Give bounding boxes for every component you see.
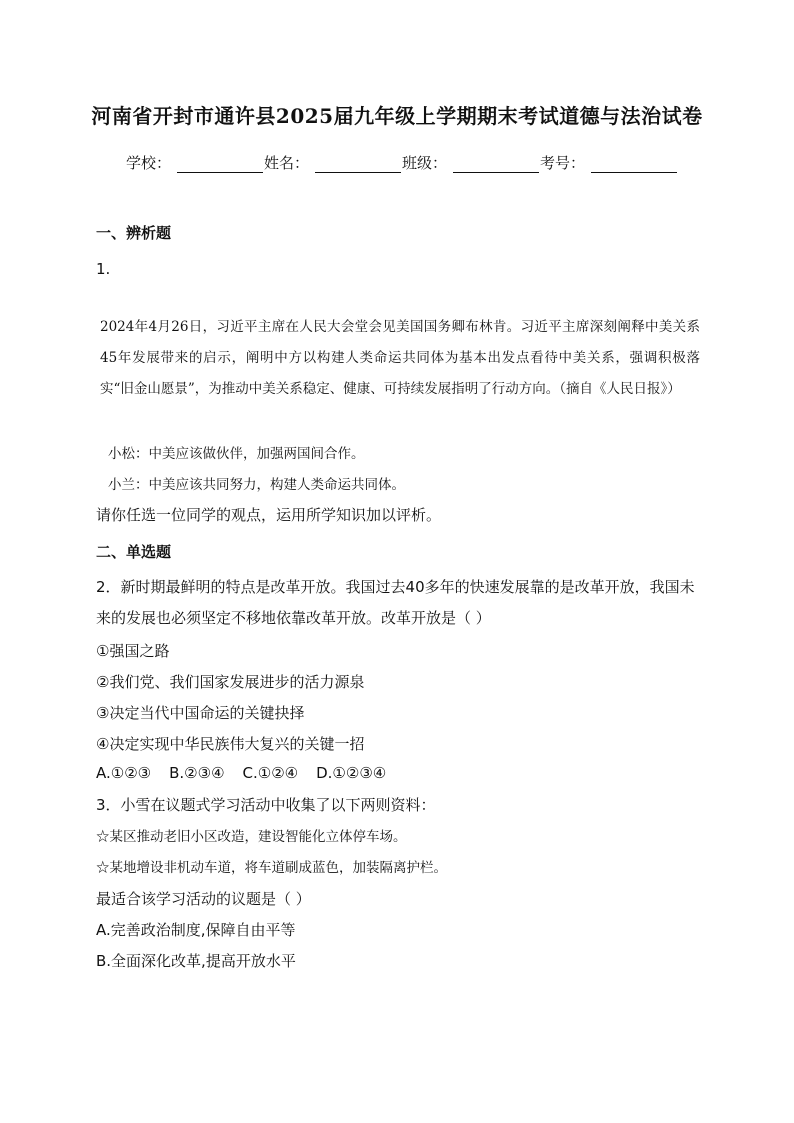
school-blank [177, 154, 263, 173]
question-2-option-b[interactable]: B.②③④ [169, 764, 225, 782]
class-label: 班级： [402, 154, 448, 172]
question-2-options [96, 764, 386, 782]
number-label: 考号： [540, 154, 586, 172]
question-2-item: ②我们党、我们国家发展进步的活力源泉 [96, 673, 365, 691]
question-3-option-a[interactable]: A.完善政治制度,保障自由平等 [96, 921, 296, 939]
question-1-number: 1. [96, 260, 111, 278]
class-blank [453, 154, 539, 173]
question-2-stem: 2．新时期最鲜明的特点是改革开放。我国过去40多年的快速发展靠的是改革开放，我国未来的发展也必须坚定不移地依靠改革开放。改革开放是（ ） [96, 578, 695, 627]
question-1-view-xiaosong: 小松：中美应该做伙伴，加强两国间合作。 [108, 446, 365, 462]
question-3-material-2: ☆某地增设非机动车道，将车道刷成蓝色，加装隔离护栏。 [96, 860, 447, 876]
student-info-row [126, 152, 678, 173]
name-blank [315, 154, 401, 173]
question-3-option-b[interactable]: B.全面深化改革,提高开放水平 [96, 952, 296, 970]
question-1-view-xiaolan: 小兰：中美应该共同努力，构建人类命运共同体。 [108, 477, 405, 493]
number-blank [591, 154, 677, 173]
question-1-material: 2024年4月26日，习近平主席在人民大会堂会见美国国务卿布林肯。习近平主席深刻阐释中美关系45年发展带来的启示，阐明中方以构建人类命运共同体为基本出发点看待中美关系，强调积极落实“旧金山愿景”，为推动中美关系稳定、健康、可持续发展指明了行动方向。（摘自《人民日报》） [100, 319, 700, 397]
question-2-option-a[interactable]: A.①②③ [96, 764, 152, 782]
question-1-instruction: 请你任选一位同学的观点，运用所学知识加以评析。 [96, 506, 442, 524]
name-label: 姓名： [264, 154, 310, 172]
question-2-option-c[interactable]: C.①②④ [242, 764, 299, 782]
page-title: 河南省开封市通许县2025届九年级上学期期末考试道德与法治试卷 [91, 104, 703, 128]
school-label: 学校： [126, 154, 172, 172]
question-2-item: ①强国之路 [96, 642, 170, 660]
section-heading-analysis: 一、辨析题 [96, 224, 172, 242]
question-3-question: 最适合该学习活动的议题是（ ） [96, 890, 311, 908]
question-2-item: ④决定实现中华民族伟大复兴的关键一招 [96, 735, 365, 753]
question-2-item: ③决定当代中国命运的关键抉择 [96, 704, 305, 722]
question-3-stem: 3．小雪在议题式学习活动中收集了以下两则资料： [96, 796, 436, 814]
question-2-option-d[interactable]: D.①②③④ [316, 764, 387, 782]
section-heading-single-choice: 二、单选题 [96, 543, 172, 561]
question-3-material-1: ☆某区推动老旧小区改造，建设智能化立体停车场。 [96, 829, 407, 845]
